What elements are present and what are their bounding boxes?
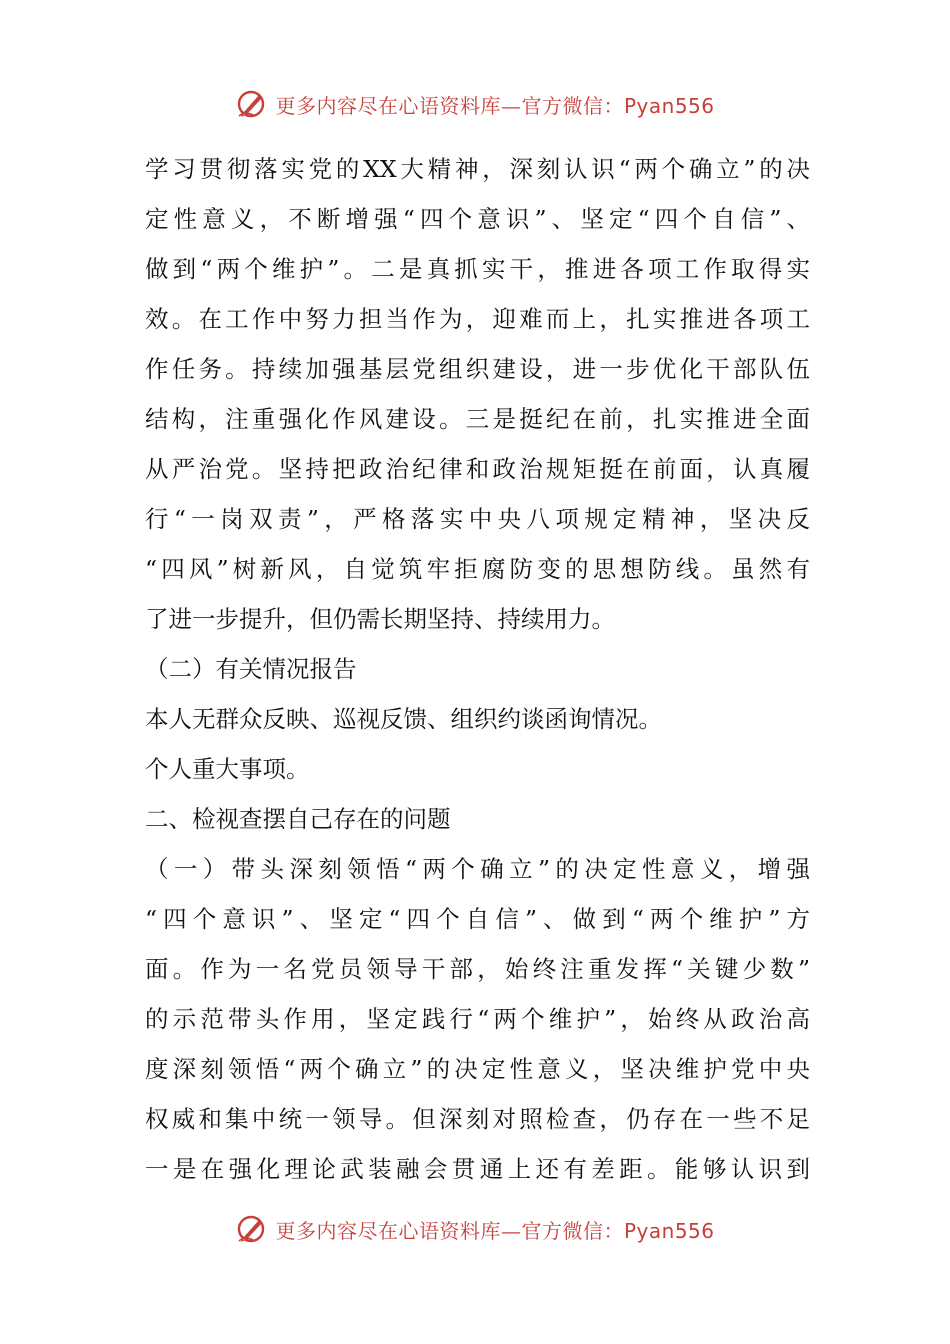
text-line: 面。作为一名党员领导干部，始终注重发挥“关键少数” — [145, 955, 810, 983]
pen-circle-logo-icon — [235, 87, 269, 121]
text-line: 从严治党。坚持把政治纪律和政治规矩挺在前面，认真履 — [145, 455, 810, 483]
section-heading: （二）有关情况报告 — [145, 655, 357, 683]
text-line: 的示范带头作用，坚定践行“两个维护”，始终从政治高 — [145, 1005, 810, 1033]
watermark-official: 官方微信： — [521, 1218, 624, 1243]
text-line: 个人重大事项。 — [145, 755, 310, 783]
text-line: 结构，注重强化作风建设。三是挺纪在前，扎实推进全面 — [145, 405, 810, 433]
text-line: 定性意义，不断增强“四个意识”、坚定“四个自信”、 — [145, 205, 810, 233]
text-line: （一）带头深刻领悟“两个确立”的决定性意义，增强 — [145, 855, 810, 883]
text-line: 本人无群众反映、巡视反馈、组织约谈函询情况。 — [145, 705, 662, 733]
watermark-header — [0, 84, 950, 124]
text-line: 效。在工作中努力担当作为，迎难而上，扎实推进各项工 — [145, 305, 810, 333]
watermark-text — [275, 90, 714, 119]
watermark-separator: — — [500, 1218, 522, 1243]
text-line: 权威和集中统一领导。但深刻对照检查，仍存在一些不足 — [145, 1105, 810, 1133]
text-line: “四风”树新风，自觉筑牢拒腐防变的思想防线。虽然有 — [145, 555, 810, 583]
watermark-id: Pyan556 — [623, 93, 715, 118]
text-line: 了进一步提升，但仍需长期坚持、持续用力。 — [145, 605, 615, 633]
watermark-brand: 更多内容尽在心语资料库 — [275, 1218, 501, 1243]
text-line: 做到“两个维护”。二是真抓实干，推进各项工作取得实 — [145, 255, 810, 283]
text-line: 行“一岗双责”，严格落实中央八项规定精神，坚决反 — [145, 505, 810, 533]
text-line: 学习贯彻落实党的XX大精神，深刻认识“两个确立”的决 — [145, 155, 810, 183]
document-body — [145, 144, 810, 1194]
text-line: 度深刻领悟“两个确立”的决定性意义，坚决维护党中央 — [145, 1055, 810, 1083]
section-heading: 二、检视查摆自己存在的问题 — [145, 805, 451, 833]
watermark-brand: 更多内容尽在心语资料库 — [275, 93, 501, 118]
text-line: 一是在强化理论武装融会贯通上还有差距。能够认识到 — [145, 1155, 810, 1183]
watermark-separator: — — [500, 93, 522, 118]
watermark-footer — [0, 1209, 950, 1249]
pen-circle-logo-icon — [235, 1212, 269, 1246]
watermark-text — [275, 1215, 714, 1244]
text-line: 作任务。持续加强基层党组织建设，进一步优化干部队伍 — [145, 355, 810, 383]
text-line: “四个意识”、坚定“四个自信”、做到“两个维护”方 — [145, 905, 810, 933]
watermark-official: 官方微信： — [521, 93, 624, 118]
watermark-id: Pyan556 — [623, 1218, 715, 1243]
